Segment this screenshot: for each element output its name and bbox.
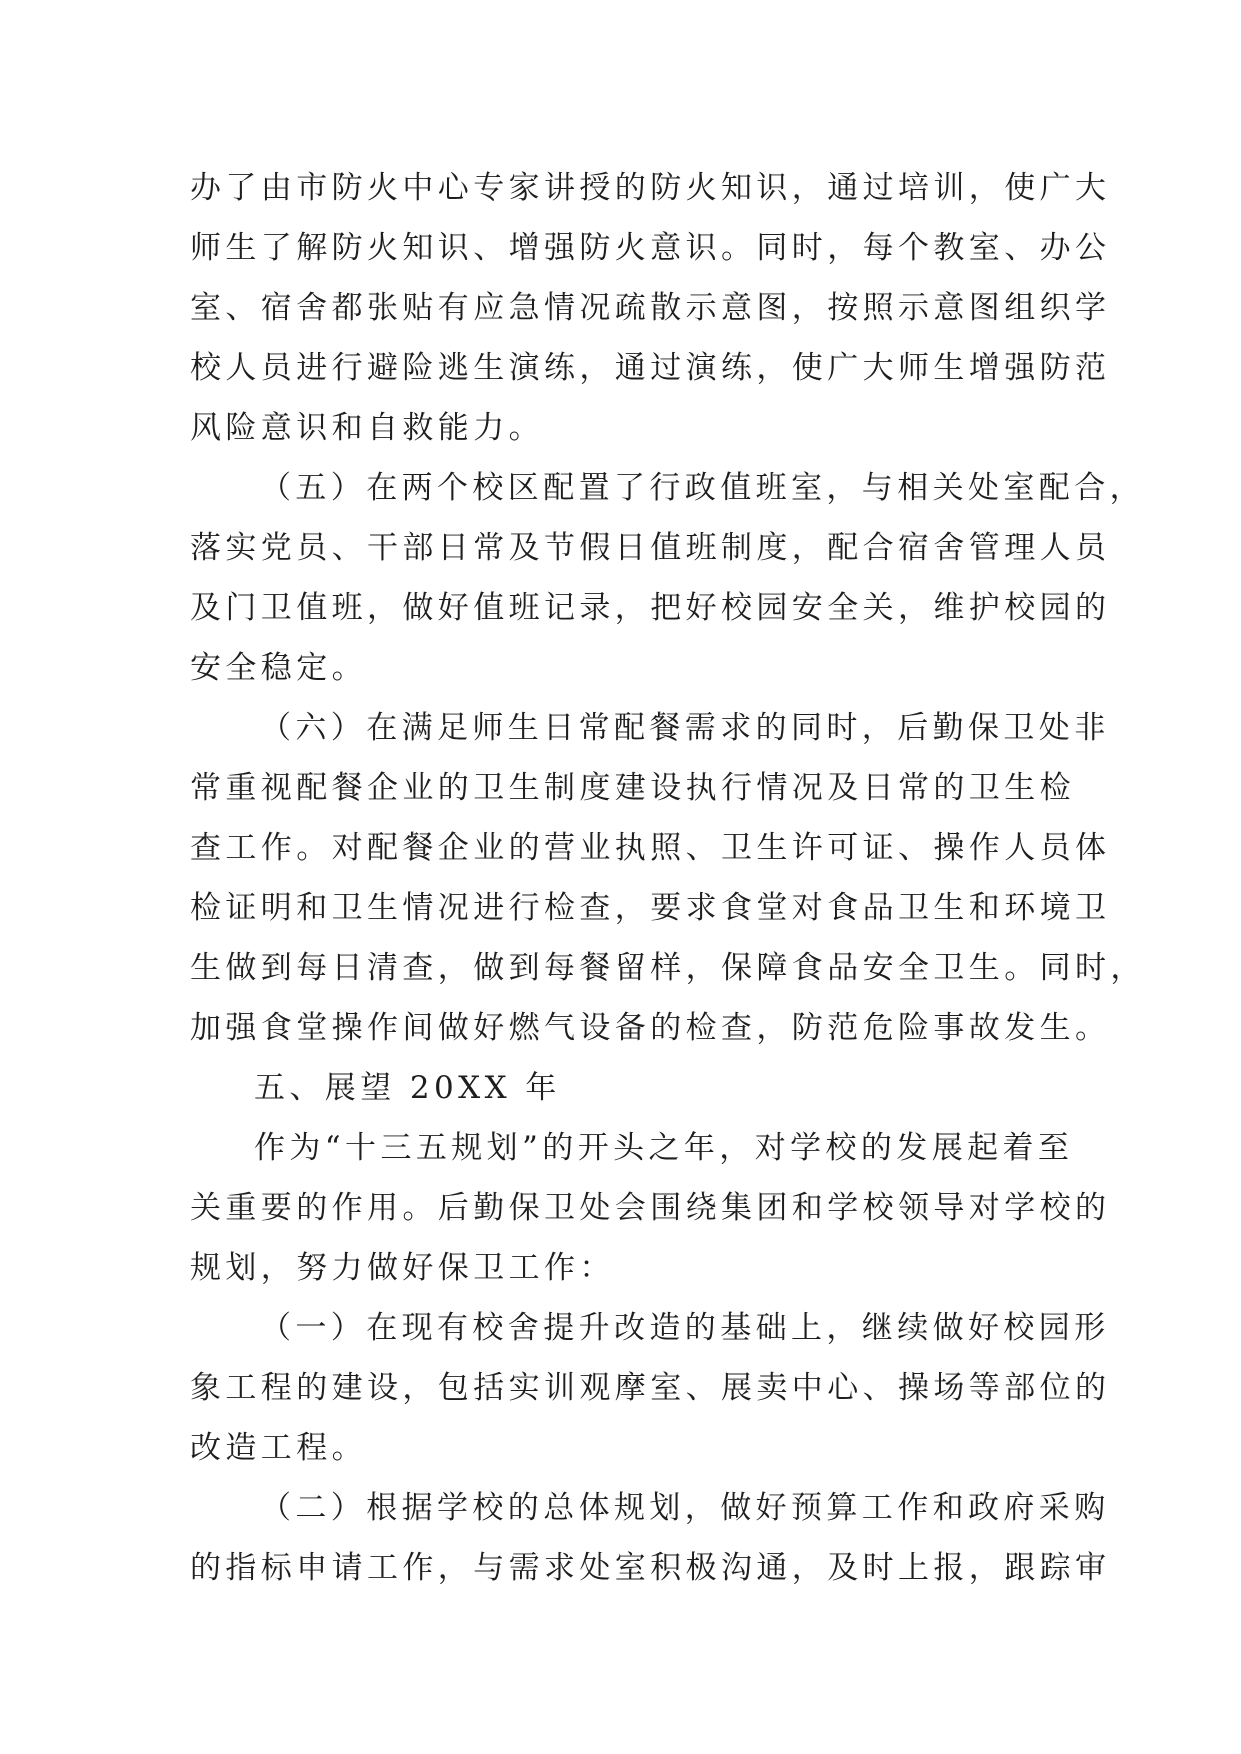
text-line: 改造工程。: [190, 1430, 367, 1466]
text-line: 及门卫值班，做好值班记录，把好校园安全关，维护校园的: [190, 590, 1111, 626]
text-line: 规划，努力做好保卫工作：: [190, 1250, 615, 1286]
text-line: 的指标申请工作，与需求处室积极沟通，及时上报，跟踪审: [190, 1550, 1111, 1586]
text-line: 查工作。对配餐企业的营业执照、卫生许可证、操作人员体: [190, 830, 1111, 866]
paragraph-start-line: （六）在满足师生日常配餐需求的同时，后勤保卫处非: [260, 710, 1110, 746]
text-line: 加强食堂操作间做好燃气设备的检查，防范危险事故发生。: [190, 1010, 1111, 1046]
text-line: 办了由市防火中心专家讲授的防火知识，通过培训，使广大: [190, 170, 1111, 206]
text-line: 落实党员、干部日常及节假日值班制度，配合宿舍管理人员: [190, 530, 1111, 566]
document-body: [190, 158, 1146, 1598]
section-heading: 五、展望 20XX 年: [254, 1070, 561, 1106]
text-line: 生做到每日清查，做到每餐留样，保障食品安全卫生。同时，: [190, 950, 1146, 986]
text-line: 象工程的建设，包括实训观摩室、展卖中心、操场等部位的: [190, 1370, 1111, 1406]
text-line: 检证明和卫生情况进行检查，要求食堂对食品卫生和环境卫: [190, 890, 1111, 926]
paragraph-start-line: （二）根据学校的总体规划，做好预算工作和政府采购: [260, 1490, 1110, 1526]
paragraph-start-line: （五）在两个校区配置了行政值班室，与相关处室配合，: [260, 470, 1145, 506]
paragraph-start-line: 作为“十三五规划”的开头之年，对学校的发展起着至: [254, 1130, 1074, 1166]
text-line: 常重视配餐企业的卫生制度建设执行情况及日常的卫生检: [190, 770, 1075, 806]
text-line: 校人员进行避险逃生演练，通过演练，使广大师生增强防范: [190, 350, 1111, 386]
text-line: 关重要的作用。后勤保卫处会围绕集团和学校领导对学校的: [190, 1190, 1111, 1226]
text-line: 风险意识和自救能力。: [190, 410, 544, 446]
text-line: 室、宿舍都张贴有应急情况疏散示意图，按照示意图组织学: [190, 290, 1111, 326]
text-line: 安全稳定。: [190, 650, 367, 686]
text-line: 师生了解防火知识、增强防火意识。同时，每个教室、办公: [190, 230, 1111, 266]
paragraph-start-line: （一）在现有校舍提升改造的基础上，继续做好校园形: [260, 1310, 1110, 1346]
